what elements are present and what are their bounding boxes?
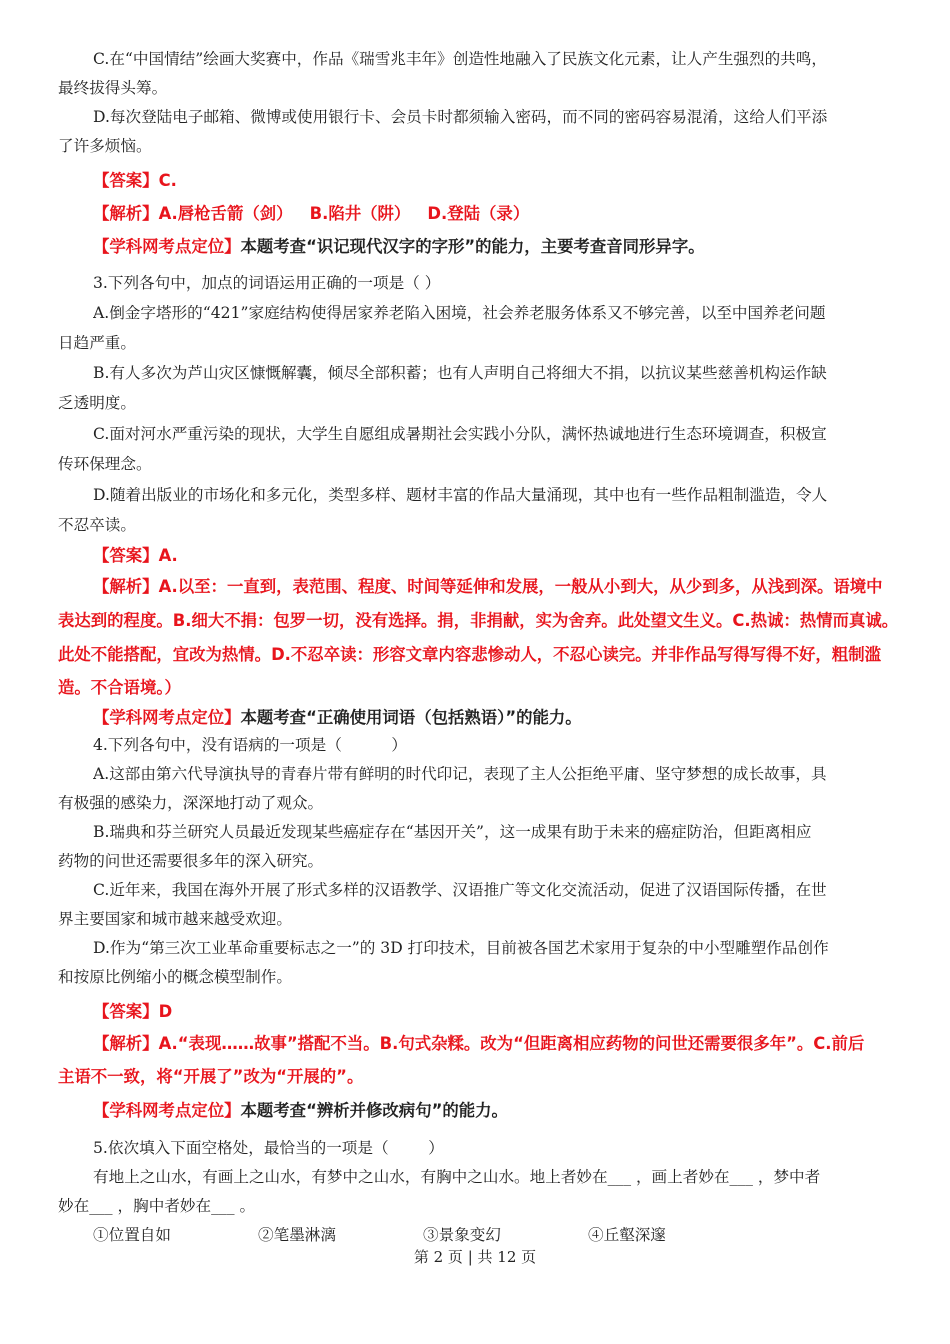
q3-analysis-line2: 表达到的程度。B.细大不捐：包罗一切，没有选择。捐，非捐献，实为舍弃。此处望文生义。C.热诚：热情而真诚。 [58, 611, 898, 630]
q3-option-c-dotted-word: 热诚 [592, 425, 624, 443]
q2-option-c-line1: C.在“中国情结”绘画大奖赛中，作品《瑞雪兆丰年》创造性地融入了民族文化元素，让人产生强烈的共鸣， [93, 50, 827, 68]
q3-analysis-line1 [58, 576, 898, 598]
point-text: 本题考查“正确使用词语（包括熟语）”的能力。 [240, 708, 582, 727]
q2-option-d-line2: 了许多烦恼。 [58, 137, 152, 155]
q3-option-c-line1 [93, 423, 893, 445]
q4-answer [93, 1001, 893, 1023]
q4-option-b-line1: B.瑞典和芬兰研究人员最近发现某些癌症存在“基因开关”，这一成果有助于未来的癌症防治，但距离相应 [93, 823, 812, 841]
q5-option-4: ④丘壑深邃 [588, 1226, 666, 1244]
q3-stem: 3.下列各句中，加点的词语运用正确的一项是（ ） [93, 274, 441, 292]
q3-analysis-line4: 造。不合语境。） [58, 678, 181, 697]
answer-value: D [158, 1002, 173, 1021]
analysis-text: A.以至：一直到，表范围、程度、时间等延伸和发展，一般从小到大，从少到多，从浅到深。语境中 [158, 577, 883, 596]
answer-tag: 【答案】 [93, 546, 159, 565]
q4-option-b-line2: 药物的问世还需要很多年的深入研究。 [58, 852, 324, 870]
q3-option-a-line2: 日趋严重。 [58, 334, 136, 352]
q4-option-a-line1: A.这部由第六代导演执导的青春片带有鲜明的时代印记，表现了主人公拒绝平庸、坚守梦想的成长故事，具 [93, 765, 827, 783]
point-tag: 【学科网考点定位】 [93, 1101, 241, 1120]
analysis-tag: 【解析】 [93, 577, 159, 596]
q3-option-a-dotted-word: 以至 [700, 304, 732, 322]
q5-option-1: ①位置自如 [93, 1226, 171, 1244]
q3-option-b-dotted-word: 细大不捐 [561, 364, 625, 382]
answer-value: C. [158, 171, 177, 190]
point-text: 本题考查“辨析并修改病句”的能力。 [240, 1101, 508, 1120]
q3-option-c-line2: 传环保理念。 [58, 455, 152, 473]
q4-option-a-line2: 有极强的感染力，深深地打动了观众。 [58, 794, 324, 812]
q5-options [93, 1224, 893, 1246]
q3-option-a-text-post: 中国养老问题 [731, 304, 826, 322]
q3-option-c-text-post: 地进行生态环境调查，积极宣 [623, 425, 827, 443]
q2-option-c-line2: 最终拔得头筹。 [58, 79, 168, 97]
answer-tag: 【答案】 [93, 1002, 159, 1021]
q2-answer [93, 170, 893, 192]
q4-point [93, 1100, 893, 1122]
q3-option-b-line2: 乏透明度。 [58, 394, 136, 412]
q3-option-d-dotted-word: 不忍卒读 [58, 516, 121, 534]
q3-option-b-text: B.有人多次为芦山灾区慷慨解囊，倾尽全部积蓄；也有人声明自己将 [93, 364, 562, 382]
answer-value: A. [158, 546, 178, 565]
q3-point [93, 707, 893, 729]
q4-stem: 4.下列各句中，没有语病的一项是（ ） [93, 736, 407, 754]
q5-option-2: ②笔墨淋漓 [258, 1226, 336, 1244]
q3-option-b-text-post: ，以抗议某些慈善机构运作缺 [624, 364, 827, 382]
analysis-tag: 【解析】 [93, 1034, 159, 1053]
q3-option-d-line2 [58, 514, 898, 536]
q3-option-c-text: C.面对河水严重污染的现状，大学生自愿组成暑期社会实践小分队，满怀 [93, 425, 593, 443]
point-tag: 【学科网考点定位】 [93, 237, 241, 256]
analysis-text: A.“表现……故事”搭配不当。B.句式杂糅。改为“但距离相应药物的问世还需要很多年”。C.前后 [158, 1034, 865, 1053]
analysis-tag: 【解析】 [93, 204, 159, 223]
answer-tag: 【答案】 [93, 171, 159, 190]
q4-option-c-line2: 界主要国家和城市越来越受欢迎。 [58, 910, 292, 928]
q4-analysis-line2: 主语不一致，将“开展了”改为“开展的”。 [58, 1067, 364, 1086]
q5-stem: 5.依次填入下面空格处，最恰当的一项是（ ） [93, 1139, 444, 1157]
q3-option-a-text: A.倒金字塔形的“421”家庭结构使得居家养老陷入困境，社会养老服务体系又不够完善， [93, 304, 701, 322]
q5-text-line2: 妙在___ ，胸中者妙在___ 。 [58, 1197, 256, 1215]
q4-option-d-line2: 和按原比例缩小的概念模型制作。 [58, 968, 292, 986]
q3-option-d-line1: D.随着出版业的市场化和多元化，类型多样、题材丰富的作品大量涌现，其中也有一些作品粗制滥造，令人 [93, 486, 828, 504]
q3-option-b-line1 [93, 362, 893, 384]
q3-option-d-text-post: 。 [120, 516, 136, 534]
q3-analysis-line3: 此处不能搭配，宜改为热情。D.不忍卒读：形容文章内容悲惨动人，不忍心读完。并非作品写得写得不好，粗制滥 [58, 645, 881, 664]
point-text: 本题考查“识记现代汉字的字形”的能力，主要考查音同形异字。 [240, 237, 705, 256]
q5-text-line1: 有地上之山水，有画上之山水，有梦中之山水，有胸中之山水。地上者妙在___ ，画上者妙在___ ，梦中者 [93, 1168, 821, 1186]
q5-option-3: ③景象变幻 [423, 1226, 501, 1244]
q2-point [93, 236, 893, 258]
q2-analysis [93, 203, 893, 225]
q2-option-d-line1: D.每次登陆电子邮箱、微博或使用银行卡、会员卡时都须输入密码，而不同的密码容易混淆，这给人们平添 [93, 108, 828, 126]
analysis-text: A.唇枪舌箭（剑） B.陷井（阱） D.登陆（录） [158, 204, 530, 223]
point-tag: 【学科网考点定位】 [93, 708, 241, 727]
q3-answer [93, 545, 893, 567]
q3-option-a-line1 [93, 302, 893, 324]
q4-analysis-line1 [58, 1033, 898, 1055]
q4-option-c-line1: C.近年来，我国在海外开展了形式多样的汉语教学、汉语推广等文化交流活动，促进了汉语国际传播，在世 [93, 881, 827, 899]
page-footer: 第 2 页 | 共 12 页 [413, 1248, 537, 1266]
q4-option-d-line1: D.作为“第三次工业革命重要标志之一”的 3D 打印技术，目前被各国艺术家用于复杂的中小型雕塑作品创作 [93, 939, 829, 957]
